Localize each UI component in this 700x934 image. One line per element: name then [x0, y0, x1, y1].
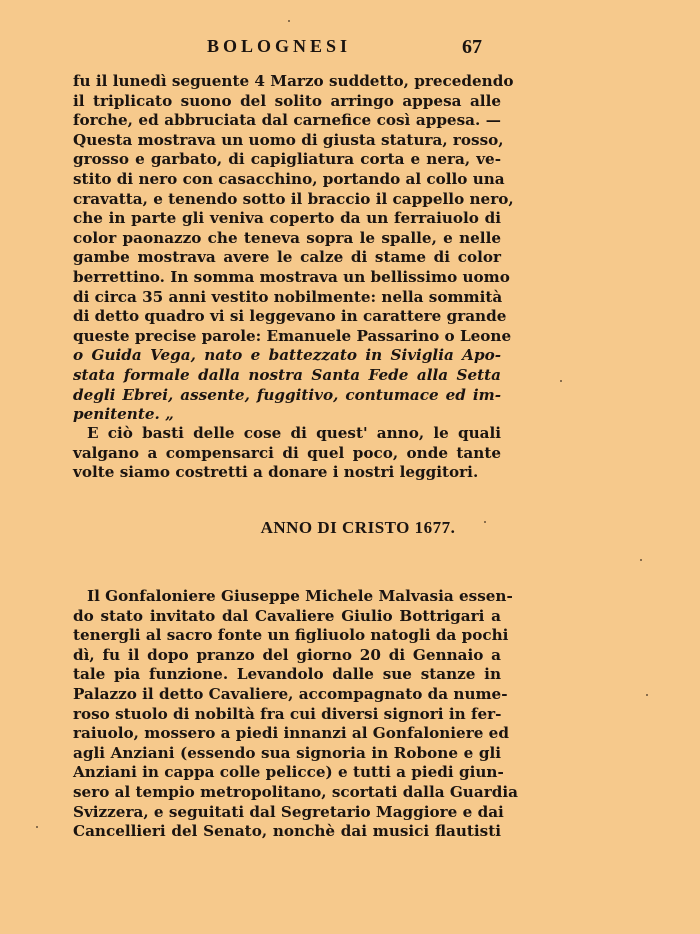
paper-speck — [640, 559, 642, 561]
text-line: stata formale dalla nostra Santa Fede alla Setta — [73, 365, 501, 384]
text-line: Il Gonfaloniere Giuseppe Michele Malvasia essen- — [87, 587, 513, 605]
text-line: di circa 35 anni vestito nobilmente: nella sommità — [73, 287, 503, 306]
text-line: Questa mostrava un uomo di giusta statura, rosso, — [73, 130, 504, 149]
text-line: roso stuolo di nobiltà fra cui diversi signori in fer- — [73, 704, 502, 723]
text-line: tenergli al sacro fonte un figliuolo natogli da pochi — [73, 626, 509, 645]
text-line: gambe mostrava avere le calze di stame di color — [73, 248, 501, 267]
text-line: E ciò basti delle cose di quest' anno, le quali — [87, 424, 501, 442]
page-header — [0, 36, 700, 60]
text-line: degli Ebrei, assente, fuggitivo, contumace ed im- — [73, 385, 501, 404]
text-line: tale pia funzione. Levandolo dalle sue stanze in — [73, 665, 501, 684]
text-line: agli Anziani (essendo sua signoria in Robone e gli — [73, 743, 501, 762]
running-head: BOLOGNESI — [207, 36, 352, 56]
text-line: forche, ed abbruciata dal carnefice così appesa. — — [73, 111, 501, 130]
text-line: o Guida Vega, nato e battezzato in Siviglia Apo- — [73, 346, 501, 365]
text-line: sero al tempio metropolitano, scortati dalla Guardia — [73, 782, 518, 801]
text-line: il triplicato suono del solito arringo appesa alle — [73, 91, 501, 110]
text-line: Anziani in cappa colle pelicce) e tutti a piedi giun- — [73, 763, 504, 782]
text-line: volte siamo costretti a donare i nostri leggitori. — [73, 463, 479, 482]
text-line: color paonazzo che teneva sopra le spalle, e nelle — [73, 228, 501, 247]
text-line: dì, fu il dopo pranzo del giorno 20 di Gennaio a — [73, 645, 501, 664]
paragraph-1 — [73, 72, 514, 425]
text-line: queste precise parole: Emanuele Passarino o Leone — [73, 326, 512, 345]
text-line: che in parte gli veniva coperto da un ferraiuolo di — [73, 209, 501, 228]
paper-speck — [288, 20, 290, 22]
section-title-text: ANNO DI CRISTO 1677. — [260, 518, 456, 537]
text-line: di detto quadro vi si leggevano in carattere grande — [73, 307, 507, 326]
text-line: do stato invitato dal Cavaliere Giulio Bottrigari a — [73, 606, 501, 625]
text-line: valgano a compensarci di quel poco, onde tante — [73, 443, 501, 462]
paper-speck — [646, 694, 648, 696]
paragraph-3 — [73, 587, 518, 842]
section-title — [0, 518, 700, 538]
text-line: Svizzera, e seguitati dal Segretario Maggiore e dai — [73, 802, 504, 821]
paper-speck — [560, 380, 562, 382]
paper-speck — [36, 826, 38, 828]
text-line: penitente. „ — [73, 405, 174, 424]
page-number: 67 — [462, 36, 482, 58]
paper-speck — [484, 521, 486, 523]
text-line: Cancellieri del Senato, nonchè dai musici flautisti — [73, 822, 501, 841]
text-line: stito di nero con casacchino, portando al collo una — [73, 169, 505, 188]
text-line: fu il lunedì seguente 4 Marzo suddetto, precedendo — [73, 72, 514, 90]
text-line: berrettino. In somma mostrava un bellissimo uomo — [73, 267, 510, 286]
text-line: cravatta, e tenendo sotto il braccio il cappello nero, — [73, 189, 514, 208]
text-line: raiuolo, mossero a piedi innanzi al Gonfaloniere ed — [73, 724, 509, 743]
paragraph-2 — [73, 424, 501, 483]
text-line: grosso e garbato, di capigliatura corta e nera, ve- — [73, 150, 501, 169]
text-line: Palazzo il detto Cavaliere, accompagnato da nume- — [73, 684, 508, 703]
